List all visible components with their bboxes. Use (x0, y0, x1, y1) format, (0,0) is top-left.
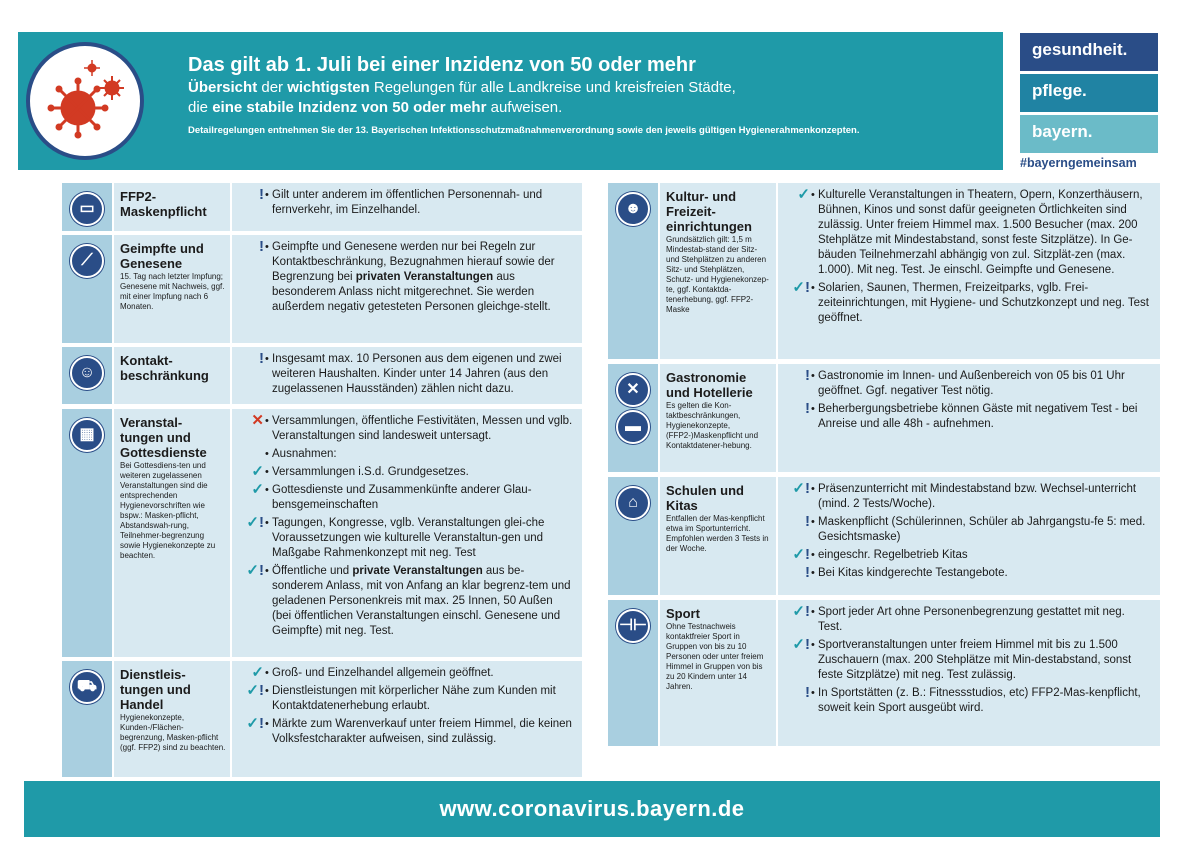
exclamation-icon: ! (805, 279, 810, 296)
card-icon-col (62, 347, 112, 404)
rule-line (236, 684, 574, 714)
rule-text-bold: private Veranstaltungen (352, 565, 483, 577)
rule-text: Ausnahmen: (272, 448, 337, 460)
card-schulen (608, 477, 1160, 595)
check-icon: ✓ (792, 546, 805, 563)
rule-line (236, 465, 574, 480)
exclamation-icon: ! (259, 350, 264, 367)
card-text-col (232, 347, 582, 404)
card-icon-col (62, 409, 112, 657)
bed-icon: ▬ (616, 410, 650, 444)
card-title: Gastronomie und Hotellerie (666, 370, 753, 400)
rule-text: Kulturelle Veranstaltungen in Theatern, Opern, Konzerthäusern, Bühnen, Kinos und sonst dafür geeigneten Örtlichkeiten sind zulässig. Unter freiem Himmel max. 1.500 Besucher (max. 200 Stehplätze mit Mindestabstand, sonst feste Sitzplätze). In Ge-bäuden Teilnehmerzahl abhängig von zul. Sitzplät-zen (max. 1.000). Mit neg. Test. Je einschl. Geimpfte und Genesene. (818, 189, 1143, 276)
card-title-col (114, 235, 230, 343)
bullet: • (265, 667, 269, 679)
header-subtitle (188, 78, 998, 118)
card-text-col (778, 600, 1160, 746)
syringe-icon: ⟋ (70, 244, 104, 278)
check-exclamation-icon (236, 563, 264, 579)
bullet: • (811, 189, 815, 201)
rule-line (236, 483, 574, 513)
rule-text: Gottesdienste und Zusammenkünfte anderer Glau-bensgemeinschaften (272, 484, 532, 511)
footer-url-link[interactable]: www.coronavirus.bayern.de (24, 781, 1160, 837)
check-icon: ✓ (792, 636, 805, 653)
bullet: • (811, 516, 815, 528)
exclamation-icon: ! (805, 546, 810, 563)
bullet: • (811, 282, 815, 294)
page-title: Das gilt ab 1. Juli bei einer Inzidenz von 50 oder mehr (188, 54, 696, 76)
subtitle-text-1: der (257, 79, 288, 96)
card-title-col (660, 183, 776, 359)
check-exclamation-icon (782, 637, 810, 653)
bullet: • (811, 639, 815, 651)
rule-text: eingeschr. Regelbetrieb Kitas (818, 549, 968, 561)
subtitle-bold-3: eine stabile Inzidenz von 50 oder mehr (212, 99, 487, 116)
rule-line (782, 548, 1152, 563)
rule-text: Solarien, Saunen, Thermen, Freizeitparks, vglb. Frei-zeiteinrichtungen, mit Hygiene- und Schutzkonzept und neg. Test geöffnet. (818, 282, 1149, 324)
bullet: • (265, 565, 269, 577)
bullet: • (811, 483, 815, 495)
rule-line (236, 564, 574, 639)
cross-icon: ✕ (251, 412, 264, 429)
card-note: Ohne Testnachweis kontaktfreier Sport in Gruppen von bis zu 10 Personen oder unter freiem Himmel in Gruppen von bis zu 20 Kindern unter 14 Jahren. (666, 622, 764, 691)
card-gastronomie (608, 364, 1160, 472)
bullet: • (265, 189, 269, 201)
rule-line (782, 638, 1152, 683)
card-note: Hygienekonzepte, Kunden-/Flächen-begrenzung, Masken-pflicht (ggf. FFP2) sind zu beachten. (120, 713, 226, 752)
exclamation-icon: ! (259, 186, 264, 203)
subtitle-text-3: die (188, 99, 213, 116)
card-sport (608, 600, 1160, 746)
rule-text: Dienstleistungen mit körperlicher Nähe zum Kunden mit Kontaktdatenerhebung erlaubt. (272, 685, 556, 712)
check-icon: ✓ (251, 463, 264, 480)
card-title: Kontakt- beschränkung (120, 353, 209, 383)
hashtag: #bayerngemeinsam (1020, 156, 1137, 170)
exclamation-icon: ! (259, 682, 264, 699)
bullet: • (811, 606, 815, 618)
theater-masks-icon: ☻ (616, 192, 650, 226)
card-icon-col (608, 364, 658, 472)
rule-text: aus besonderem Anlass nicht mitgerechnet. Sie werden außerdem negativ getesteten Personen gleichge-stellt. (272, 271, 551, 313)
card-note: Es gelten die Kon-taktbeschränkungen, Hygienekonzepte, (FFP2-)Maskenpflicht und Kontaktdatener-hebung. (666, 401, 759, 450)
bullet: • (811, 403, 815, 415)
rule-line (782, 686, 1152, 716)
check-icon: ✓ (792, 603, 805, 620)
card-title: Veranstal- tungen und Gottesdienste (120, 415, 207, 460)
rule-text: Geimpfte und Genesene werden nur bei Regeln zur Kontaktbeschränkung, Bezugnahmen hierauf sowie der Begrenzung bei (272, 241, 555, 283)
rule-line (782, 566, 1152, 581)
card-title-col (660, 477, 776, 595)
bullet: • (265, 718, 269, 730)
bullet: • (811, 567, 815, 579)
rule-text: Versammlungen, öffentliche Festivitäten, Messen und vglb. Veranstaltungen sind landesweit untersagt. (272, 415, 573, 442)
check-exclamation-icon (236, 515, 264, 531)
card-title-col (114, 183, 230, 231)
card-veranstaltungen (62, 409, 582, 657)
card-text-col (232, 235, 582, 343)
card-note: Bei Gottesdiens-ten und weiteren zugelassenen Veranstaltungen sind die entsprechenden Hygienevorschriften wie bspw.: Masken-pflicht, Abstandswah-rung, Teilnehmer-begrenzung sowie Hygienekonzepte zu beachten. (120, 461, 216, 560)
rule-line (236, 414, 574, 444)
exclamation-icon: ! (259, 514, 264, 531)
card-note: 15. Tag nach letzter Impfung; Genesene mit Nachweis, ggf. mit einer Impfung nach 6 Monaten. (120, 272, 225, 311)
check-exclamation-icon (782, 547, 810, 563)
classroom-icon: ⌂ (616, 486, 650, 520)
exclamation-icon: ! (805, 480, 810, 497)
shopping-cart-icon: ⛟ (70, 670, 104, 704)
brand-pflege: pflege. (1020, 74, 1158, 112)
card-geimpfte (62, 235, 582, 343)
rule-line (236, 447, 574, 462)
card-text-col (778, 364, 1160, 472)
rule-text: Gilt unter anderem im öffentlichen Personennah- und fernverkehr, im Einzelhandel. (272, 189, 543, 216)
card-icon-col (62, 661, 112, 777)
exclamation-icon: ! (805, 603, 810, 620)
exclamation-icon: ! (805, 367, 810, 384)
bullet: • (811, 370, 815, 382)
card-title: Sport (666, 606, 700, 621)
card-icon-col (62, 183, 112, 231)
subtitle-text-2: Regelungen für alle Landkreise und kreisfreien Städte, (369, 79, 736, 96)
card-icon-col (608, 600, 658, 746)
check-exclamation-icon (236, 683, 264, 699)
rule-text: aus be-sonderem Anlass, mit von Anfang an klar begrenz-tem und geladenen Personenkreis mit max. 25 Innen, 50 Außen (bei öffentlichen Veranstaltungen einschl. Genesene und Geimpfte) mit neg. Test. (272, 565, 571, 637)
exclamation-icon: ! (805, 636, 810, 653)
exclamation-icon: ! (805, 400, 810, 417)
dumbbell-icon: ⊣⊢ (616, 609, 650, 643)
rule-text: Sport jeder Art ohne Personenbegrenzung gestattet mit neg. Test. (818, 606, 1125, 633)
card-kultur (608, 183, 1160, 359)
rule-text: Insgesamt max. 10 Personen aus dem eigenen und zwei weiteren Haushalten. Kinder unter 14 Jahren (aus den zugelassenen Hausständen) zählen nicht dazu. (272, 353, 562, 395)
calendar-icon: ▦ (70, 418, 104, 452)
header-detail: Detailregelungen entnehmen Sie der 13. Bayerischen Infektionsschutzmaßnahmenverordnung sowie den jeweils gültigen Hygienerahmenkonzepten. (188, 125, 860, 136)
exclamation-icon: ! (259, 715, 264, 732)
subtitle-bold-1: Übersicht (188, 79, 258, 96)
bullet: • (265, 517, 269, 529)
rule-line (236, 240, 574, 315)
card-text-col (232, 661, 582, 777)
check-icon: ✓ (246, 514, 259, 531)
rule-line (782, 482, 1152, 512)
card-text-col (778, 183, 1160, 359)
bullet: • (265, 685, 269, 697)
rule-line (782, 605, 1152, 635)
card-kontakt (62, 347, 582, 404)
rule-text: Bei Kitas kindgerechte Testangebote. (818, 567, 1008, 579)
rule-line (236, 352, 574, 397)
bullet: • (811, 549, 815, 561)
mask-icon: ▭ (70, 192, 104, 226)
rule-text: Beherbergungsbetriebe können Gäste mit negativem Test - bei Anreise und alle 48h - aufnehmen. (818, 403, 1138, 430)
rule-line (236, 717, 574, 747)
card-title: FFP2- Maskenpflicht (120, 189, 207, 219)
rule-line (782, 369, 1152, 399)
card-title-col (660, 600, 776, 746)
bullet: • (811, 687, 815, 699)
exclamation-icon: ! (805, 564, 810, 581)
bullet: • (265, 415, 269, 427)
rule-line (236, 188, 574, 218)
rule-text: Präsenzunterricht mit Mindestabstand bzw. Wechsel-unterricht (mind. 2 Tests/Woche). (818, 483, 1137, 510)
card-title: Geimpfte und Genesene (120, 241, 204, 271)
card-title: Dienstleis- tungen und Handel (120, 667, 191, 712)
check-icon: ✓ (246, 562, 259, 579)
virus-icon (30, 46, 140, 156)
bullet: • (265, 466, 269, 478)
card-note: Entfallen der Mas-kenpflicht etwa im Sportunterricht. Empfohlen werden 3 Tests in der Woche. (666, 514, 769, 553)
check-icon: ✓ (792, 480, 805, 497)
header-text (188, 52, 998, 136)
bullet: • (265, 353, 269, 365)
rule-text: Sportveranstaltungen unter freiem Himmel mit bis zu 1.500 Zuschauern (max. 200 Stehplätze mit Min-destabstand, sonst feste Sitzplätze) mit neg. Test zulässig. (818, 639, 1132, 681)
cutlery-icon: ✕ (616, 373, 650, 407)
people-icon: ☺ (70, 356, 104, 390)
check-icon: ✓ (251, 664, 264, 681)
check-exclamation-icon (236, 716, 264, 732)
card-note: Grundsätzlich gilt: 1,5 m Mindestab-stand der Sitz- und Stehplätzen zu anderen Sitz- und Stehplätzen, Schutz- und Hygienekonzep-te, ggf. Kontaktda-tenerhebung, ggf. FFP2-Maske (666, 235, 769, 314)
check-icon: ✓ (251, 481, 264, 498)
card-ffp2 (62, 183, 582, 231)
rule-text: Märkte zum Warenverkauf unter freiem Himmel, die keinen Volksfestcharakter aufweisen, sind zulässig. (272, 718, 572, 745)
check-icon: ✓ (792, 279, 805, 296)
rule-text-bold: privaten Veranstaltungen (355, 271, 494, 283)
rule-text: Maskenpflicht (Schülerinnen, Schüler ab Jahrgangstu-fe 5: med. Gesichtsmaske) (818, 516, 1146, 543)
card-text-col (232, 183, 582, 231)
card-title-col (114, 347, 230, 404)
exclamation-icon: ! (259, 562, 264, 579)
check-exclamation-icon (782, 280, 810, 296)
check-exclamation-icon (782, 481, 810, 497)
exclamation-icon: ! (805, 513, 810, 530)
bullet: • (265, 241, 269, 253)
rule-line (782, 515, 1152, 545)
exclamation-icon: ! (805, 684, 810, 701)
card-text-col (232, 409, 582, 657)
card-text-col (778, 477, 1160, 595)
card-icon-col (608, 477, 658, 595)
card-title: Schulen und Kitas (666, 483, 744, 513)
check-icon: ✓ (246, 682, 259, 699)
card-title-col (114, 661, 230, 777)
subtitle-bold-2: wichtigsten (287, 79, 370, 96)
exclamation-icon: ! (259, 238, 264, 255)
card-icon-col (608, 183, 658, 359)
brand-bayern: bayern. (1020, 115, 1158, 153)
rule-text: Tagungen, Kongresse, vglb. Veranstaltungen glei-che Voraussetzungen wie kulturelle Veranstaltun-gen und Maßgabe Rahmenkonzept mit neg. Test (272, 517, 545, 559)
rule-line (236, 516, 574, 561)
card-icon-col (62, 235, 112, 343)
card-title-col (114, 409, 230, 657)
rule-text: Groß- und Einzelhandel allgemein geöffnet. (272, 667, 494, 679)
rule-line (782, 281, 1152, 326)
rule-line (782, 402, 1152, 432)
check-icon: ✓ (797, 186, 810, 203)
virus-logo (26, 42, 144, 160)
rule-text: Gastronomie im Innen- und Außenbereich von 05 bis 01 Uhr geöffnet. Ggf. negativer Test nötig. (818, 370, 1125, 397)
rule-text: In Sportstätten (z. B.: Fitnessstudios, etc) FFP2-Mas-kenpflicht, soweit kein Sport ausgeübt wird. (818, 687, 1141, 714)
card-title: Kultur- und Freizeit-einrichtungen (666, 189, 752, 234)
bullet: • (265, 484, 269, 496)
card-dienstleistungen (62, 661, 582, 777)
rule-text: Öffentliche und (272, 565, 353, 577)
check-exclamation-icon (782, 604, 810, 620)
rule-text: Versammlungen i.S.d. Grundgesetzes. (272, 466, 469, 478)
rule-line (782, 188, 1152, 278)
card-title-col (660, 364, 776, 472)
subtitle-text-4: aufweisen. (486, 99, 563, 116)
check-icon: ✓ (246, 715, 259, 732)
rule-line (236, 666, 574, 681)
bullet: • (265, 448, 269, 460)
brand-gesundheit: gesundheit. (1020, 33, 1158, 71)
